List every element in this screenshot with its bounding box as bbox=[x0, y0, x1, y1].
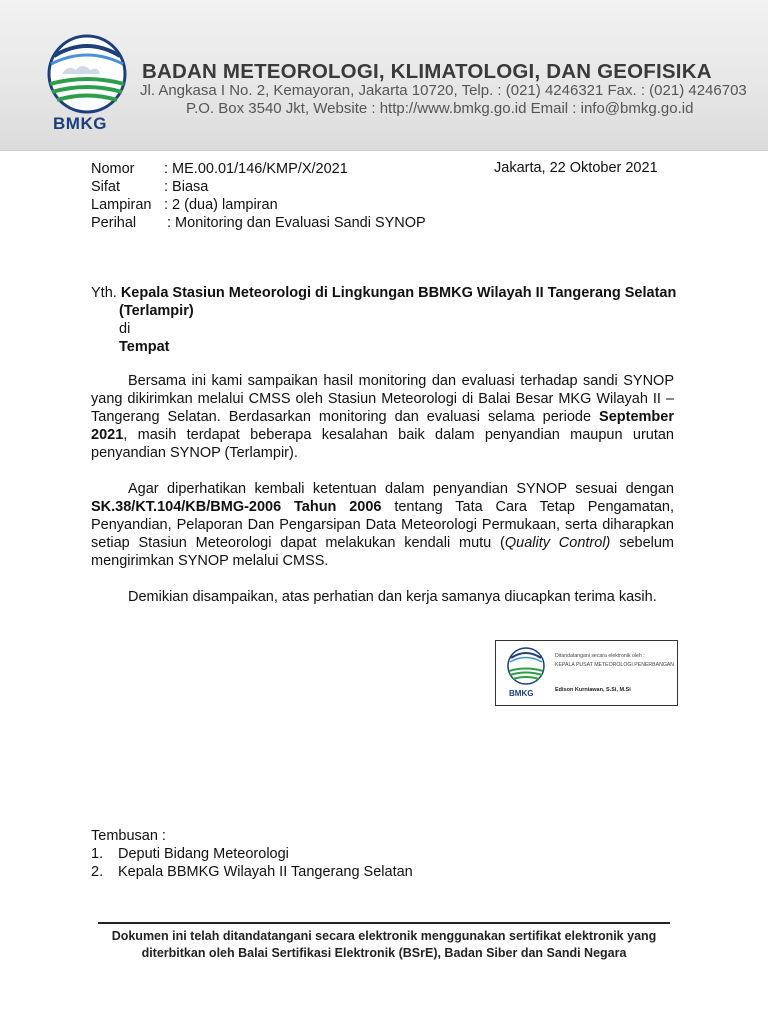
p1-bold: September 2021 bbox=[91, 409, 674, 443]
footer-divider bbox=[98, 922, 670, 924]
paragraph-3: Demikian disampaikan, atas perhatian dan kerja samanya diucapkan terima kasih. bbox=[128, 589, 657, 605]
paragraph-2 bbox=[91, 480, 674, 570]
recipient-line-1 bbox=[91, 284, 691, 302]
letter-date: Jakarta, 22 Oktober 2021 bbox=[494, 160, 658, 176]
p2-text-a: Agar diperhatikan kembali ketentuan dalam penyandian SYNOP sesuai dengan bbox=[128, 481, 674, 497]
yth-label: Yth. bbox=[91, 285, 117, 301]
footer-line-1: Dokumen ini telah ditandatangani secara elektronik menggunakan sertifikat elektronik yang bbox=[111, 929, 657, 943]
p2-italic: Quality Control) bbox=[504, 535, 611, 551]
p2-text-b: tentang Tata Cara Tetap Pengamatan, Penyandian, Pelaporan Dan Pengarsipan Data Meteorologi Permukaan, serta diharapkan setiap Stasiun Meteorologi dapat melakukan kendali mutu ( bbox=[91, 499, 675, 551]
recipient-name: Kepala Stasiun Meteorologi di Lingkungan BBMKG Wilayah II Tangerang Selatan bbox=[120, 285, 677, 301]
p2-text-c: sebelum mengirimkan SYNOP melalui CMSS. bbox=[91, 535, 675, 569]
p1-text-a: Bersama ini kami sampaikan hasil monitoring dan evaluasi terhadap sandi SYNOP yang dikirimkan melalui CMSS oleh Stasiun Meteorologi di Balai Besar MKG Wilayah II – Tangerang Selatan. Berdasarkan monitoring dan evaluasi selama periode bbox=[91, 373, 674, 425]
perihal-value: : Monitoring dan Evaluasi Sandi SYNOP bbox=[167, 215, 426, 231]
sifat-value: : Biasa bbox=[164, 179, 209, 195]
organization-name: BADAN METEOROLOGI, KLIMATOLOGI, DAN GEOFISIKA bbox=[142, 60, 712, 83]
paragraph-1 bbox=[91, 372, 674, 462]
bmkg-emblem-small-icon bbox=[504, 647, 548, 687]
cc-item-text: Deputi Bidang Meteorologi bbox=[118, 846, 289, 862]
recipient-block bbox=[91, 284, 691, 356]
cc-block bbox=[91, 827, 413, 881]
footer-line-2: diterbitkan oleh Balai Sertifikasi Elektronik (BSrE), Badan Siber dan Sandi Negara bbox=[141, 946, 627, 960]
lampiran-label: Lampiran bbox=[91, 197, 152, 213]
letterhead bbox=[0, 0, 768, 151]
nomor-label: Nomor bbox=[91, 161, 135, 177]
recipient-tempat: Tempat bbox=[119, 339, 170, 355]
p1-text-b: , masih terdapat beberapa kesalahan baik dalam penyandian maupun urutan penyandian SYNOP (Terlampir). bbox=[91, 427, 674, 461]
nomor-value: : ME.00.01/146/KMP/X/2021 bbox=[164, 161, 348, 177]
recipient-line-3 bbox=[91, 320, 691, 338]
recipient-note: (Terlampir) bbox=[119, 303, 194, 319]
recipient-di: di bbox=[119, 321, 131, 337]
logo-label: BMKG bbox=[53, 114, 107, 133]
cc-item-text: Kepala BBMKG Wilayah II Tangerang Selatan bbox=[118, 864, 413, 880]
cc-item bbox=[91, 845, 289, 863]
sifat-label: Sifat bbox=[91, 179, 121, 195]
cc-item-number: 1. bbox=[91, 846, 104, 862]
signature-name: Edison Kurniawan, S.Si, M.Si bbox=[555, 687, 631, 693]
organization-contact: P.O. Box 3540 Jkt, Website : http://www.bmkg.go.id Email : info@bmkg.go.id bbox=[186, 100, 694, 117]
signature-signed-text: Ditandatangani secara elektronik oleh : bbox=[555, 653, 645, 659]
cc-item-number: 2. bbox=[91, 864, 104, 880]
bmkg-emblem-icon bbox=[40, 34, 136, 120]
cc-title: Tembusan : bbox=[91, 828, 166, 844]
lampiran-value: : 2 (dua) lampiran bbox=[164, 197, 278, 213]
perihal-label: Perihal bbox=[91, 215, 137, 231]
recipient-line-4 bbox=[91, 338, 691, 356]
organization-address: Jl. Angkasa I No. 2, Kemayoran, Jakarta 10720, Telp. : (021) 4246321 Fax. : (021) 4246703 bbox=[140, 82, 747, 99]
signature-logo-label: BMKG bbox=[509, 689, 534, 698]
signature-position: KEPALA PUSAT METEOROLOGI PENERBANGAN bbox=[555, 662, 675, 668]
cc-item bbox=[91, 863, 413, 881]
letter-body bbox=[91, 372, 674, 624]
footer-notice bbox=[98, 928, 670, 962]
electronic-signature-box bbox=[495, 640, 678, 706]
recipient-line-2 bbox=[91, 302, 691, 320]
p2-bold: SK.38/KT.104/KB/BMG-2006 Tahun 2006 bbox=[91, 499, 382, 515]
